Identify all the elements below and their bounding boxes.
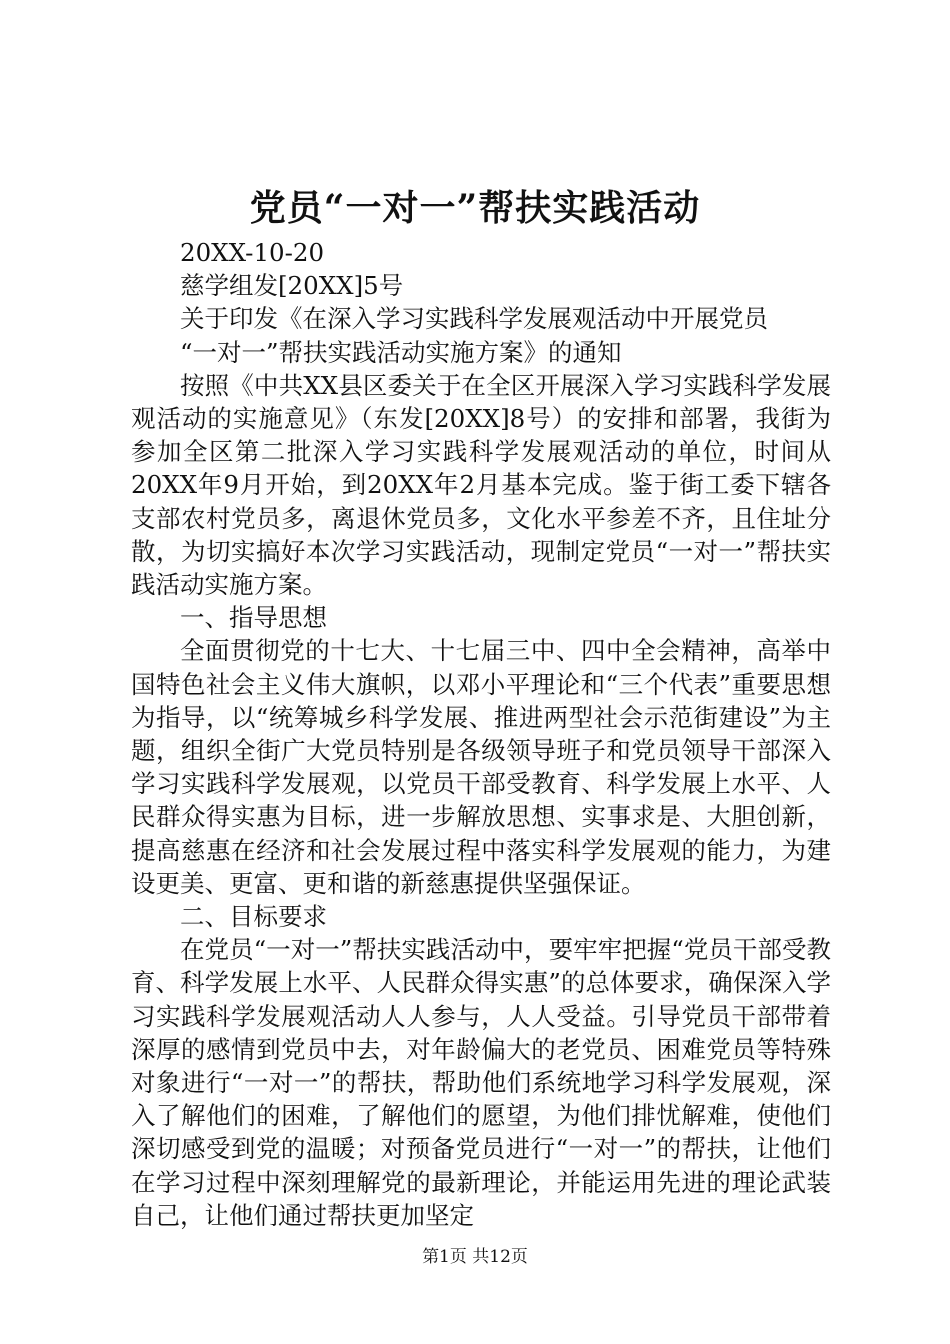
document-body xyxy=(131,236,831,1232)
document-number: 慈学组发[20XX]5号 xyxy=(180,271,404,301)
section-heading-guiding-thought: 一、指导思想 xyxy=(180,603,327,633)
page-footer: 第1页 共12页 xyxy=(422,1247,528,1267)
notice-title-line-2: “一对一”帮扶实践活动实施方案》的通知 xyxy=(180,337,622,367)
notice-title-line-1: 关于印发《在深入学习实践科学发展观活动中开展党员 xyxy=(180,304,768,334)
section-paragraph-guiding-thought: 全面贯彻党的十七大、十七届三中、四中全会精神，高举中国特色社会主义伟大旗帜，以邓小平理论和“三个代表”重要思想为指导，以“统筹城乡科学发展、推进两型社会示范街建设”为主题，组织全街广大党员特别是各级领导班子和党员领导干部深入学习实践科学发展观，以党员干部受教育、科学发展上水平、人民群众得实惠为目标，进一步解放思想、实事求是、大胆创新，提高慈惠在经济和社会发展过程中落实科学发展观的能力，为建设更美、更富、更和谐的新慈惠提供坚强保证。 xyxy=(131,636,831,898)
intro-paragraph: 按照《中共XX县区委关于在全区开展深入学习实践科学发展观活动的实施意见》（东发[20XX]8号）的安排和部署，我街为参加全区第二批深入学习实践科学发展观活动的单位，时间从20XX年9月开始，到20XX年2月基本完成。鉴于街工委下辖各支部农村党员多，离退休党员多，文化水平参差不齐，且住址分散，为切实搞好本次学习实践活动，现制定党员“一对一”帮扶实践活动实施方案。 xyxy=(131,370,831,600)
section-paragraph-objectives: 在党员“一对一”帮扶实践活动中，要牢牢把握“党员干部受教育、科学发展上水平、人民群众得实惠”的总体要求，确保深入学习实践科学发展观活动人人参与，人人受益。引导党员干部带着深厚的感情到党员中去，对年龄偏大的老党员、困难党员等特殊对象进行“一对一”的帮扶，帮助他们系统地学习科学发展观，深入了解他们的困难，了解他们的愿望，为他们排忧解难，使他们深切感受到党的温暖；对预备党员进行“一对一”的帮扶，让他们在学习过程中深刻理解党的最新理论，并能运用先进的理论武装自己，让他们通过帮扶更加坚定 xyxy=(131,935,831,1230)
document-date: 20XX-10-20 xyxy=(180,238,325,267)
section-heading-objectives: 二、目标要求 xyxy=(180,902,327,932)
document-title: 党员“一对一”帮扶实践活动 xyxy=(249,187,701,229)
